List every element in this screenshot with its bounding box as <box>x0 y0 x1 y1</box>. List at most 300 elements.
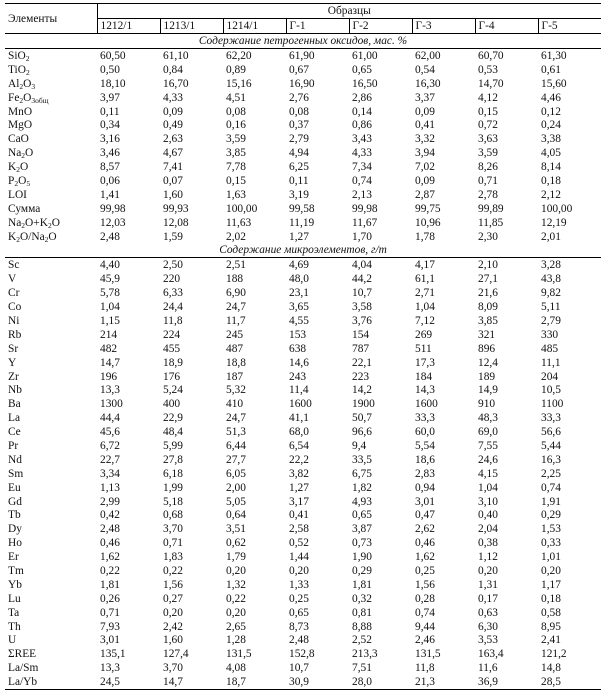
value-cell: 0,49 <box>163 119 183 132</box>
formula-part: Ce <box>8 426 21 439</box>
value-cell: 2,13 <box>352 188 372 201</box>
table-row <box>5 620 601 634</box>
value-cell: 1600 <box>289 398 312 411</box>
value-cell: 204 <box>541 370 559 383</box>
value-cell: 6,30 <box>478 620 498 633</box>
formula-part: Y <box>8 356 17 369</box>
value-cell: 2,25 <box>541 467 561 480</box>
element-label <box>5 188 97 202</box>
value-cell: 0,29 <box>541 509 561 522</box>
formula-part: La/Yb <box>8 676 38 689</box>
sample-name-header: 1213/1 <box>160 19 223 34</box>
value-cell: 44,4 <box>100 412 120 425</box>
table-row <box>5 91 601 105</box>
value-cell: 8,09 <box>478 301 498 314</box>
element-label <box>5 425 97 439</box>
value-cell: 4,51 <box>226 91 246 104</box>
element-label <box>5 105 97 119</box>
value-cell: 5,18 <box>163 495 183 508</box>
formula-part: Сумма <box>8 202 41 215</box>
value-cell: 0,46 <box>100 537 120 550</box>
value-cell: 127,4 <box>163 648 189 661</box>
value-cell: 16,3 <box>541 453 561 466</box>
value-cell: 22,9 <box>163 412 183 425</box>
value-cell: 27,1 <box>478 273 498 286</box>
value-cell: 4,40 <box>100 259 120 272</box>
value-cell: 0,24 <box>541 119 561 132</box>
value-cell: 2,86 <box>352 91 372 104</box>
value-cell: 188 <box>226 273 244 286</box>
table-row <box>5 550 601 564</box>
value-cell: 2,02 <box>226 230 246 243</box>
value-cell: 1,41 <box>100 188 120 201</box>
value-cell: 27,8 <box>163 453 183 466</box>
table-row <box>5 509 601 523</box>
value-cell: 1,28 <box>226 634 246 647</box>
value-cell: 1,17 <box>541 578 561 591</box>
value-cell: 213,3 <box>352 648 378 661</box>
element-label <box>5 286 97 300</box>
value-cell: 245 <box>226 328 244 341</box>
value-cell: 0,09 <box>163 105 183 118</box>
table-row <box>5 202 601 216</box>
value-cell: 0,29 <box>352 565 372 577</box>
value-cell: 8,57 <box>100 161 120 174</box>
value-cell: 0,20 <box>478 565 498 577</box>
element-label <box>5 509 97 523</box>
value-cell: 33,5 <box>352 453 372 466</box>
value-cell: 4,67 <box>163 147 183 160</box>
value-cell: 6,18 <box>163 467 183 480</box>
value-cell: 163,4 <box>478 648 504 661</box>
value-cell: 18,7 <box>223 675 286 689</box>
value-cell: 62,00 <box>415 49 441 62</box>
table-row <box>5 634 601 648</box>
table-row <box>5 536 601 550</box>
value-cell: 0,41 <box>289 509 309 522</box>
formula-part: Ba <box>8 398 21 411</box>
formula-part: MgO <box>8 119 33 132</box>
value-cell: 8,14 <box>541 161 561 174</box>
value-cell: 1600 <box>415 398 438 411</box>
value-cell: 13,3 <box>100 662 120 675</box>
value-cell: 62,20 <box>226 49 252 62</box>
value-cell: 11,8 <box>415 662 435 675</box>
table-row <box>5 661 601 675</box>
value-cell: 4,08 <box>226 662 246 675</box>
element-label <box>5 453 97 467</box>
formula-part: Gd <box>8 495 22 508</box>
value-cell: 1,81 <box>352 578 372 591</box>
value-cell: 1,04 <box>415 301 435 314</box>
value-cell: 0,37 <box>289 119 309 132</box>
value-cell: 485 <box>541 342 559 355</box>
value-cell: 223 <box>352 370 370 383</box>
value-cell: 11,6 <box>478 662 498 675</box>
subscript: 2 <box>14 178 19 188</box>
value-cell: 99,89 <box>478 202 504 215</box>
value-cell: 28,5 <box>538 675 601 689</box>
table-row <box>5 146 601 160</box>
element-label <box>5 49 97 63</box>
value-cell: 121,2 <box>541 648 567 661</box>
value-cell: 1,60 <box>163 634 183 647</box>
value-cell: 214 <box>100 328 118 341</box>
value-cell: 1,04 <box>100 301 120 314</box>
value-cell: 787 <box>352 342 370 355</box>
value-cell: 2,48 <box>100 230 120 243</box>
value-cell: 2,04 <box>478 523 498 536</box>
formula-part: SiO <box>8 49 26 62</box>
value-cell: 11,85 <box>478 216 504 229</box>
element-label <box>5 550 97 564</box>
formula-part: O+K <box>25 216 48 229</box>
value-cell: 3,46 <box>100 147 120 160</box>
element-label <box>5 634 97 648</box>
formula-part: Ho <box>8 537 22 550</box>
value-cell: 14,70 <box>478 77 504 90</box>
subscript: 2 <box>25 67 30 77</box>
value-cell: 1,70 <box>352 230 372 243</box>
formula-part: Co <box>8 301 22 314</box>
value-cell: 0,06 <box>100 174 120 187</box>
value-cell: 6,05 <box>226 467 246 480</box>
value-cell: 7,34 <box>352 161 372 174</box>
value-cell: 0,65 <box>352 63 372 76</box>
value-cell: 0,26 <box>100 592 120 605</box>
value-cell: 61,00 <box>352 49 378 62</box>
value-cell: 3,76 <box>352 314 372 327</box>
value-cell: 45,9 <box>100 273 120 286</box>
formula-part: ΣREE <box>8 648 37 661</box>
value-cell: 0,54 <box>415 63 435 76</box>
value-cell: 51,3 <box>226 426 246 439</box>
subscript: 2 <box>47 220 52 230</box>
formula-part: Tb <box>8 509 21 522</box>
value-cell: 0,17 <box>478 592 498 605</box>
value-cell: 22,1 <box>352 356 372 369</box>
value-cell: 2,65 <box>226 620 246 633</box>
value-cell: 0,09 <box>415 174 435 187</box>
value-cell: 1,59 <box>163 230 183 243</box>
value-cell: 0,94 <box>415 481 435 494</box>
value-cell: 0,25 <box>415 565 435 577</box>
value-cell: 4,33 <box>163 91 183 104</box>
value-cell: 11,7 <box>226 314 246 327</box>
value-cell: 6,25 <box>289 161 309 174</box>
value-cell: 2,48 <box>100 523 120 536</box>
geochemistry-table <box>5 3 601 690</box>
table-row <box>5 272 601 286</box>
value-cell: 0,84 <box>163 63 183 76</box>
value-cell: 61,10 <box>163 49 189 62</box>
table-row <box>5 188 601 202</box>
samples-header: Образцы <box>97 4 601 19</box>
subscript: 2 <box>16 234 20 244</box>
value-cell: 3,43 <box>352 133 372 146</box>
value-cell: 11,19 <box>289 216 315 229</box>
value-cell: 1,82 <box>352 481 372 494</box>
value-cell: 2,48 <box>289 634 309 647</box>
value-cell: 4,93 <box>352 495 372 508</box>
value-cell: 24,5 <box>97 675 160 689</box>
value-cell: 1,62 <box>100 551 120 564</box>
table-row <box>5 564 601 578</box>
value-cell: 6,54 <box>289 439 309 452</box>
value-cell: 22,7 <box>100 453 120 466</box>
table-row <box>5 160 601 174</box>
value-cell: 18,8 <box>226 356 246 369</box>
formula-part: O <box>48 230 57 243</box>
value-cell: 4,46 <box>541 91 561 104</box>
value-cell: 13,3 <box>100 384 120 397</box>
value-cell: 3,51 <box>226 523 246 536</box>
table-body <box>5 34 601 690</box>
value-cell: 14,7 <box>100 356 120 369</box>
value-cell: 69,0 <box>478 426 498 439</box>
value-cell: 56,6 <box>541 426 561 439</box>
table-row <box>5 328 601 342</box>
formula-part: O <box>19 161 29 174</box>
value-cell: 11,4 <box>289 384 309 397</box>
value-cell: 1,27 <box>289 230 309 243</box>
value-cell: 0,86 <box>352 119 372 132</box>
value-cell: 1,15 <box>100 314 120 327</box>
value-cell: 321 <box>478 328 496 341</box>
element-label <box>5 411 97 425</box>
value-cell: 11,8 <box>163 314 183 327</box>
table-row <box>5 286 601 300</box>
formula-part: Sr <box>8 342 19 355</box>
element-label <box>5 397 97 411</box>
value-cell: 0,22 <box>226 592 246 605</box>
value-cell: 135,1 <box>100 648 126 661</box>
value-cell: 6,75 <box>352 467 372 480</box>
formula-part: Rb <box>8 328 22 341</box>
formula-part: O <box>25 147 34 160</box>
formula-part: O <box>51 216 60 229</box>
value-cell: 99,98 <box>352 202 378 215</box>
value-cell: 3,32 <box>415 133 435 146</box>
value-cell: 4,17 <box>415 259 435 272</box>
value-cell: 0,20 <box>289 565 309 577</box>
value-cell: 0,33 <box>541 537 561 550</box>
element-label <box>5 342 97 356</box>
value-cell: 14,9 <box>478 384 498 397</box>
value-cell: 0,81 <box>352 606 372 619</box>
value-cell: 8,26 <box>478 161 498 174</box>
sample-name-header: Г-1 <box>286 19 349 34</box>
value-cell: 2,52 <box>352 634 372 647</box>
value-cell: 187 <box>226 370 244 383</box>
formula-part: Nd <box>8 453 22 466</box>
value-cell: 8,73 <box>289 620 309 633</box>
element-label <box>5 675 97 689</box>
value-cell: 3,59 <box>478 147 498 160</box>
value-cell: 33,3 <box>415 412 435 425</box>
formula-part: O <box>23 91 32 104</box>
value-cell: 0,34 <box>100 119 120 132</box>
value-cell: 2,63 <box>163 133 183 146</box>
value-cell: 41,1 <box>289 412 309 425</box>
value-cell: 48,4 <box>163 426 183 439</box>
value-cell: 24,7 <box>226 412 246 425</box>
value-cell: 11,63 <box>226 216 252 229</box>
value-cell: 3,10 <box>478 495 498 508</box>
value-cell: 0,15 <box>226 174 246 187</box>
table-row <box>5 314 601 328</box>
value-cell: 12,03 <box>100 216 126 229</box>
value-cell: 10,96 <box>415 216 441 229</box>
value-cell: 400 <box>163 398 181 411</box>
table-row <box>5 425 601 439</box>
sample-name-header: 1214/1 <box>223 19 286 34</box>
value-cell: 1,44 <box>289 551 309 564</box>
formula-part: Er <box>8 551 19 564</box>
formula-part: LOI <box>8 188 27 201</box>
value-cell: 1,27 <box>289 481 309 494</box>
value-cell: 455 <box>163 342 181 355</box>
value-cell: 0,89 <box>226 63 246 76</box>
value-cell: 0,53 <box>478 63 498 76</box>
formula-part: La <box>8 412 21 425</box>
value-cell: 0,14 <box>352 105 372 118</box>
element-label <box>5 202 97 216</box>
value-cell: 0,20 <box>163 606 183 619</box>
value-cell: 0,42 <box>100 509 120 522</box>
formula-part: Ta <box>8 606 20 619</box>
value-cell: 2,12 <box>541 188 561 201</box>
table-header <box>5 4 601 34</box>
value-cell: 9,4 <box>352 439 367 452</box>
value-cell: 14,2 <box>352 384 372 397</box>
value-cell: 3,16 <box>100 133 120 146</box>
value-cell: 3,85 <box>226 147 246 160</box>
table-row <box>5 216 601 230</box>
value-cell: 1,91 <box>541 495 561 508</box>
formula-part: O/Na <box>19 230 45 243</box>
value-cell: 22,2 <box>289 453 309 466</box>
element-label <box>5 620 97 634</box>
element-label <box>5 314 97 328</box>
subscript: 3общ <box>31 95 49 105</box>
value-cell: 4,55 <box>289 314 309 327</box>
table-row <box>5 522 601 536</box>
value-cell: 0,58 <box>541 606 561 619</box>
value-cell: 7,55 <box>478 439 498 452</box>
value-cell: 17,3 <box>415 356 435 369</box>
subscript: 2 <box>19 81 24 91</box>
value-cell: 12,4 <box>478 356 498 369</box>
value-cell: 10,7 <box>289 662 309 675</box>
value-cell: 1,56 <box>163 578 183 591</box>
value-cell: 3,85 <box>478 314 498 327</box>
value-cell: 0,67 <box>289 63 309 76</box>
element-label <box>5 383 97 397</box>
value-cell: 3,53 <box>478 634 498 647</box>
value-cell: 2,01 <box>541 230 561 243</box>
value-cell: 0,61 <box>541 63 561 76</box>
value-cell: 3,70 <box>163 523 183 536</box>
formula-part: Yb <box>8 578 22 591</box>
element-label <box>5 258 97 272</box>
formula-part: Sm <box>8 467 24 480</box>
value-cell: 3,70 <box>163 662 183 675</box>
value-cell: 8,88 <box>352 620 372 633</box>
formula-part: Eu <box>8 481 21 494</box>
element-label <box>5 63 97 77</box>
value-cell: 1,31 <box>478 578 498 591</box>
value-cell: 1,99 <box>163 481 183 494</box>
value-cell: 243 <box>289 370 307 383</box>
subscript: 2 <box>44 234 49 244</box>
section-title: Содержание петрогенных оксидов, мас. % <box>5 34 601 49</box>
value-cell: 0,18 <box>541 592 561 605</box>
value-cell: 2,76 <box>289 91 309 104</box>
value-cell: 910 <box>478 398 496 411</box>
formula-part: Al <box>8 77 20 90</box>
value-cell: 0,22 <box>100 565 120 577</box>
table-row <box>5 467 601 481</box>
value-cell: 7,41 <box>163 161 183 174</box>
value-cell: 6,90 <box>226 287 246 300</box>
value-cell: 0,38 <box>478 537 498 550</box>
value-cell: 196 <box>100 370 118 383</box>
value-cell: 410 <box>226 398 244 411</box>
value-cell: 18,6 <box>415 453 435 466</box>
value-cell: 2,83 <box>415 467 435 480</box>
value-cell: 3,17 <box>289 495 309 508</box>
value-cell: 0,65 <box>352 509 372 522</box>
element-label <box>5 467 97 481</box>
sample-name-header: Г-3 <box>412 19 475 34</box>
formula-part: La/Sm <box>8 662 39 675</box>
value-cell: 11,67 <box>352 216 378 229</box>
formula-part: MnO <box>8 105 33 118</box>
value-cell: 8,95 <box>541 620 561 633</box>
value-cell: 50,7 <box>352 412 372 425</box>
value-cell: 0,63 <box>478 606 498 619</box>
value-cell: 0,68 <box>163 509 183 522</box>
element-label <box>5 160 97 174</box>
formula-part: Pr <box>8 439 19 452</box>
element-label <box>5 132 97 146</box>
table-row <box>5 481 601 495</box>
table-row <box>5 578 601 592</box>
value-cell: 2,58 <box>289 523 309 536</box>
value-cell: 60,50 <box>100 49 126 62</box>
value-cell: 16,90 <box>289 77 315 90</box>
element-label <box>5 439 97 453</box>
formula-part: Ni <box>8 314 20 327</box>
value-cell: 1,83 <box>163 551 183 564</box>
value-cell: 30,9 <box>286 675 349 689</box>
value-cell: 99,93 <box>163 202 189 215</box>
value-cell: 1,32 <box>226 578 246 591</box>
value-cell: 2,46 <box>415 634 435 647</box>
value-cell: 3,82 <box>289 467 309 480</box>
value-cell: 14,3 <box>415 384 435 397</box>
value-cell: 5,99 <box>163 439 183 452</box>
subscript: 2 <box>25 53 30 63</box>
section-title-row <box>5 243 601 258</box>
value-cell: 638 <box>289 342 307 355</box>
value-cell: 3,01 <box>415 495 435 508</box>
value-cell: 1,79 <box>226 551 246 564</box>
value-cell: 61,90 <box>289 49 315 62</box>
value-cell: 0,22 <box>163 565 183 577</box>
value-cell: 10,7 <box>352 287 372 300</box>
